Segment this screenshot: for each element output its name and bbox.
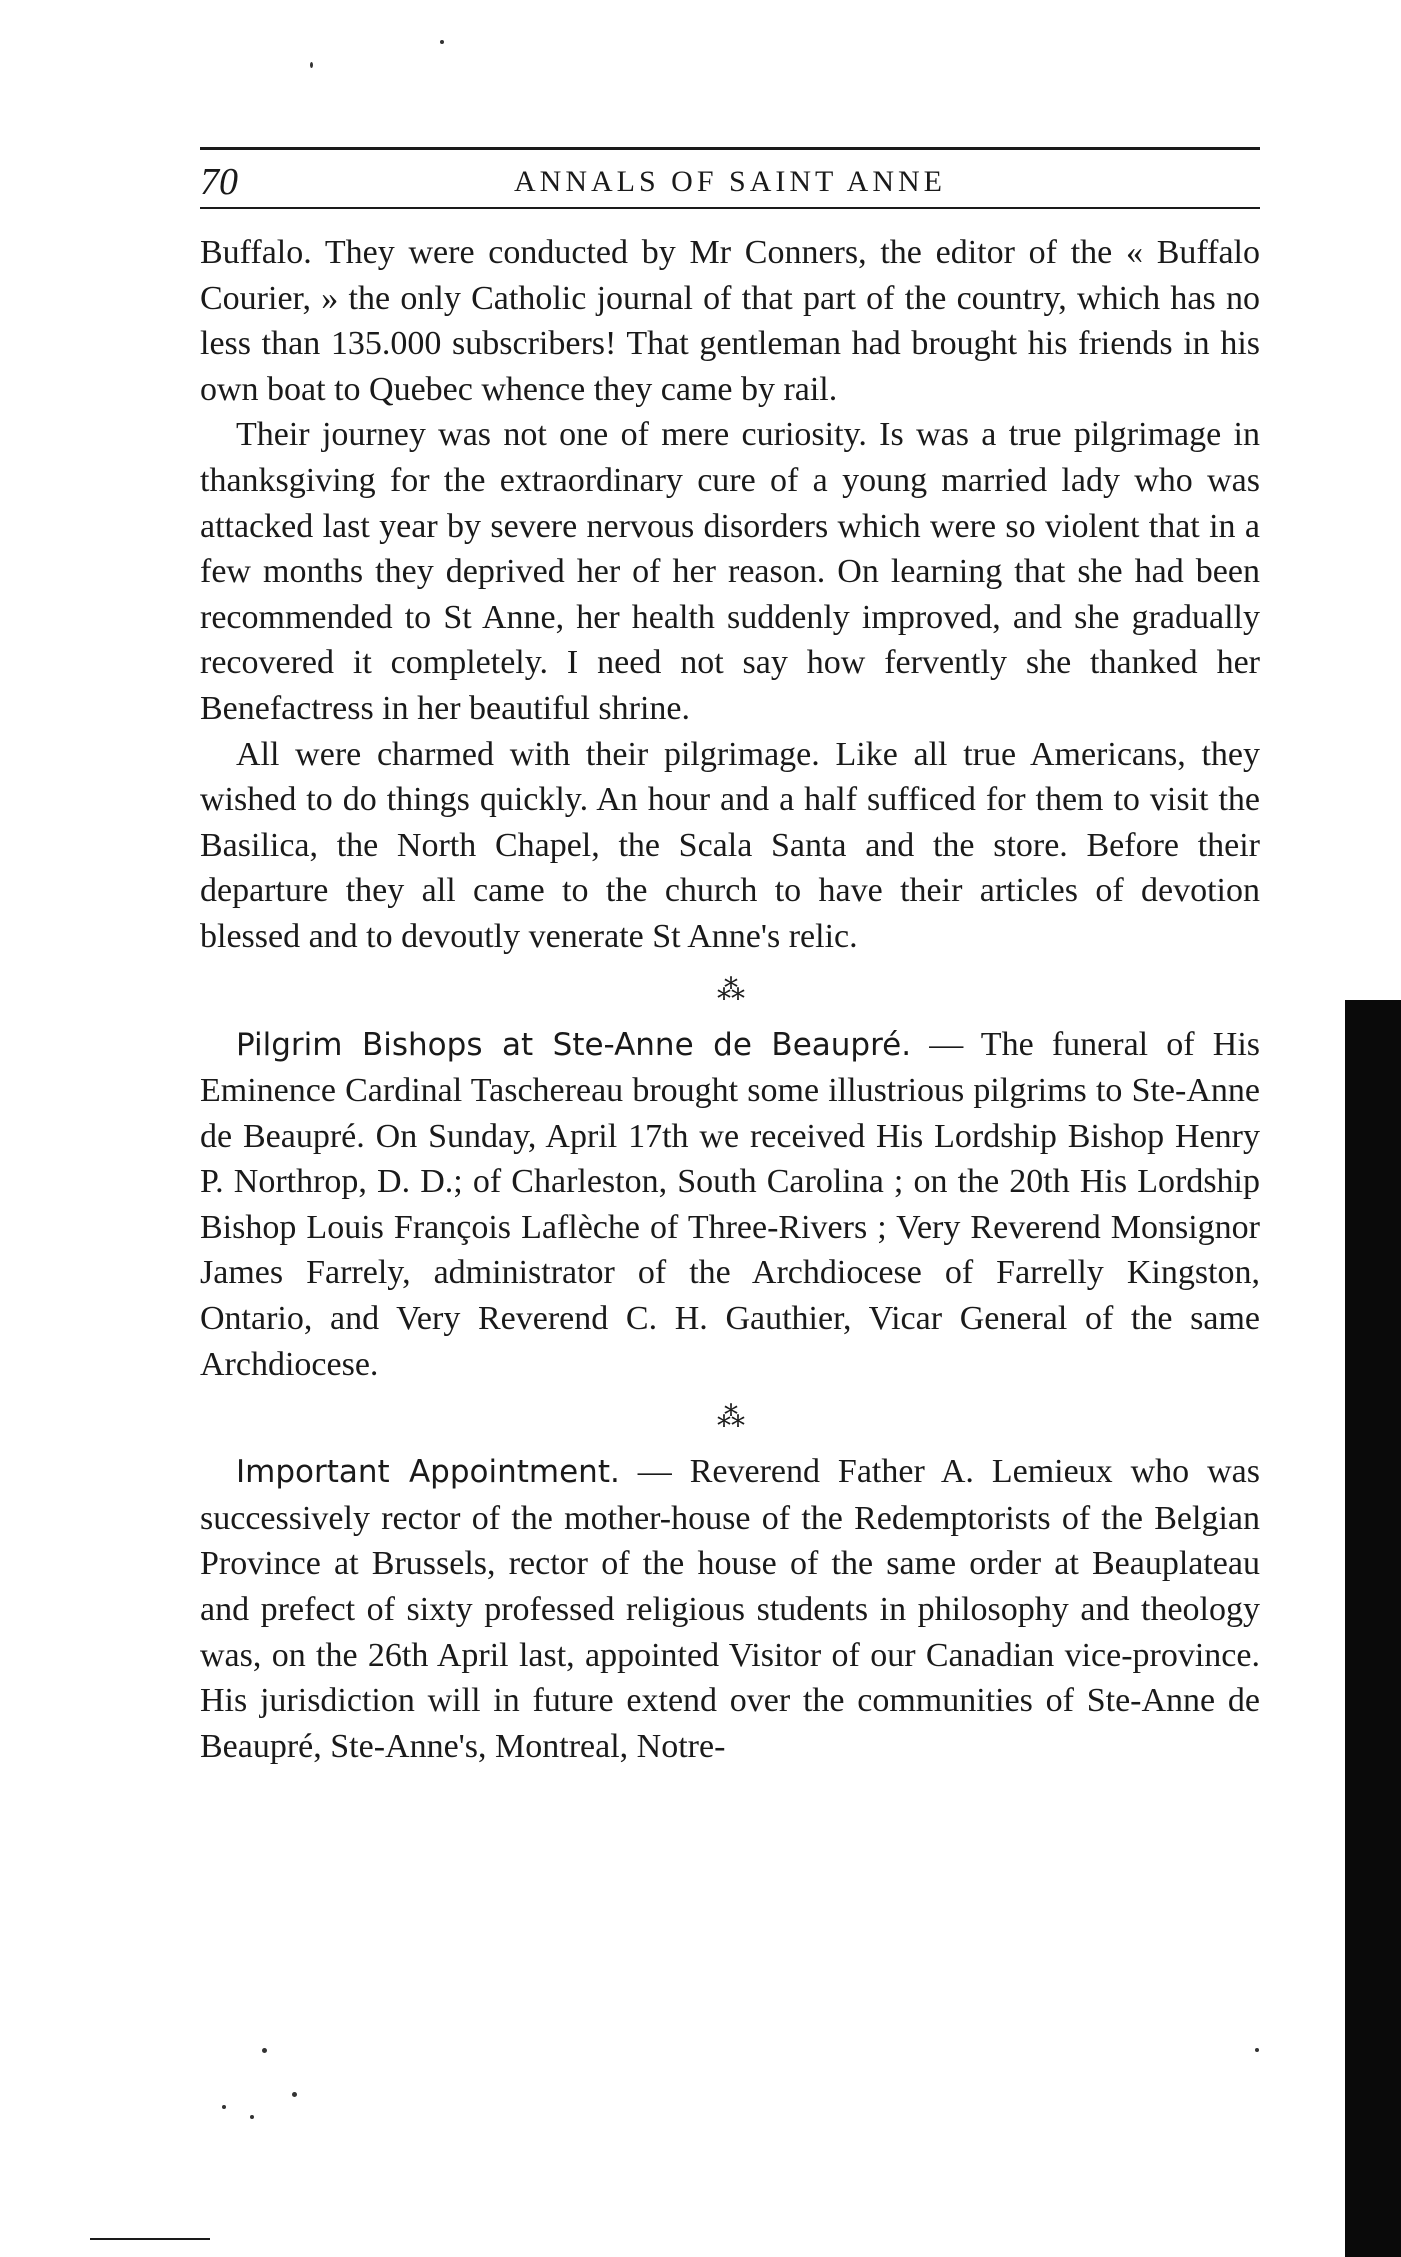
- section-lead-in: Pilgrim Bishops at Ste-Anne de Beaupré.: [236, 1026, 912, 1063]
- scan-edge-shadow: [1345, 1000, 1401, 2257]
- section-ornament: ⁂: [717, 1402, 743, 1434]
- paragraph-text: Their journey was not one of mere curiosity. Is was a true pilgrimage in thanksgiving for the extraordinary cure of a young married lady who was attacked last year by severe nervous disorders which were so violent that in a few months they deprived her of her reason. On learning that she had been recommended to St Anne, her health suddenly improved, and she gradually recovered it completely. I need not say how fervently she thanked her Benefactress in her beautiful shrine.: [200, 416, 1260, 727]
- scan-speck: [310, 62, 313, 68]
- scan-speck: [222, 2105, 226, 2109]
- body-text: [200, 230, 1260, 1769]
- scan-speck: [250, 2115, 254, 2119]
- paragraph-text: Buffalo. They were conducted by Mr Conners, the editor of the « Buffalo Courier, » the only Catholic journal of that part of the country, which has no less than 135.000 subscribers! That gentleman had brought his friends in his own boat to Quebec whence they came by rail.: [200, 234, 1260, 408]
- scan-speck: [440, 40, 444, 44]
- paragraph-charmed: [200, 732, 1260, 960]
- page-number: 70: [200, 161, 238, 203]
- header-rule-top: [200, 147, 1260, 150]
- scan-speck: [262, 2048, 267, 2053]
- paragraph-text: All were charmed with their pilgrimage. Like all true Americans, they wished to do things quickly. An hour and a half sufficed for them to visit the Basilica, the North Chapel, the Scala Santa and the store. Before their departure they all came to the church to have their articles of devotion blessed and to devoutly venerate St Anne's relic.: [200, 735, 1260, 955]
- running-title: ANNALS OF SAINT ANNE: [514, 165, 946, 198]
- section-ornament: ⁂: [717, 974, 743, 1006]
- scan-speck: [292, 2092, 297, 2097]
- header-rule-bottom: [200, 207, 1260, 209]
- paragraph-buffalo: [200, 230, 1260, 412]
- paragraph-important-appointment: [200, 1449, 1260, 1769]
- paragraph-text: — The funeral of His Eminence Cardinal Taschereau brought some illustrious pilgrims to Ste-Anne de Beaupré. On Sunday, April 17th we received His Lordship Bishop Henry P. Northrop, D. D.; of Charleston, South Carolina ; on the 20th His Lordship Bishop Louis François Laflèche of Three-Rivers ; Very Reverend Monsignor James Farrely, administrator of the Archdiocese of Farrelly Kingston, Ontario, and Very Reverend C. H. Gauthier, Vicar General of the same Archdiocese.: [200, 1025, 1260, 1383]
- paragraph-text: — Reverend Father A. Lemieux who was successively rector of the mother-house of the Redemptorists of the Belgian Province at Brussels, rector of the house of the same order at Beauplateau and prefect of sixty professed religious students in philosophy and theology was, on the 26th April last, appointed Visitor of our Canadian vice-province. His jurisdiction will in future extend over the communities of Ste-Anne de Beaupré, Ste-Anne's, Montreal, Notre-: [200, 1453, 1260, 1765]
- scan-speck: [1255, 2048, 1259, 2052]
- paragraph-pilgrim-bishops: [200, 1022, 1260, 1388]
- running-head: [200, 160, 1260, 204]
- section-lead-in: Important Appointment.: [236, 1454, 620, 1491]
- scan-corner-line: [90, 2238, 210, 2240]
- paragraph-journey: [200, 412, 1260, 731]
